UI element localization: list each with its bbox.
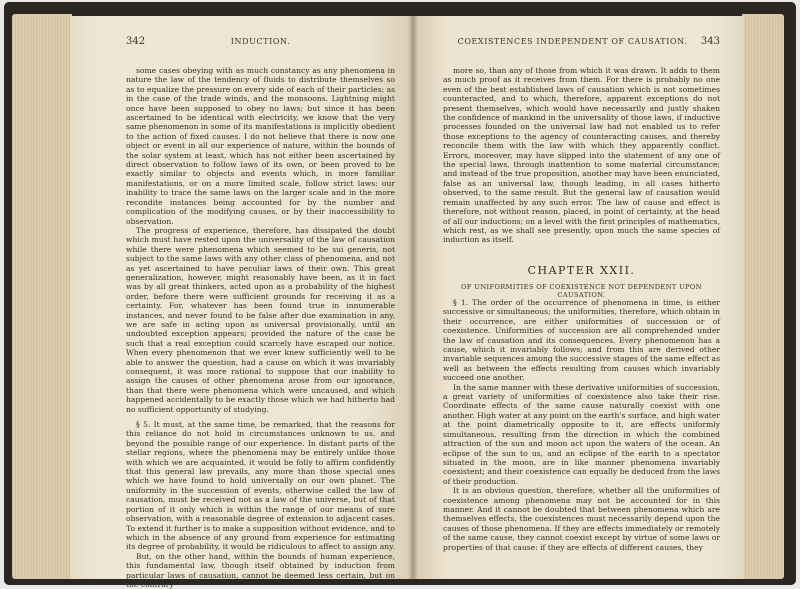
right-page-text-bottom	[443, 298, 720, 552]
page-edges-right	[742, 14, 784, 579]
page-edges-left	[12, 14, 72, 579]
left-page-header	[126, 36, 395, 50]
paragraph: some cases obeying with as much constancy as any phenomena in nature the law of the tendency of fluids to distribute themselves so as to equalize the pressure on every side of each of their particles; as in the case of the trade winds, and the monsoons. Lightning might once have been supposed to obey no laws; but since it has been ascertained to be identical with electricity, we know that the very same phenomenon in some of its manifestations is implicitly obedient to the action of fixed causes. I do not believe that there is now one object or event in all our experience of nature, within the bounds of the solar system at least, which has not either been ascertained by direct observation to follow laws of its own, or been proved to be exactly similar to objects and events which, in more familiar manifestations, or on a more limited scale, follow strict laws: our inability to trace the same laws on the larger scale and in the more recondite instances being accounted for by the number and complication of the modifying causes, or by their inaccessibility to observation.	[126, 66, 395, 226]
paragraph: It is an obvious question, therefore, whether all the uniformities of coexistence among phenomena may not be accounted for in this manner. And it cannot be doubted that between phenomena which are themselves effects, the coexistences must necessarily depend upon the causes of those phenomena. If they are effects immediately or remotely of the same cause, they cannot coexist except by virtue of some laws or properties of that cause: if they are effects of different causes, they	[443, 486, 720, 552]
book-gutter	[408, 16, 418, 579]
chapter-title: CHAPTER XXII.	[527, 264, 636, 277]
paragraph: § 5. It must, at the same time, be remarked, that the reasons for this reliance do not hold in circumstances unknown to us, and beyond the possible range of our experience. In distant parts of the stellar regions, where the phenomena may be entirely unlike those with which we are acquainted, it would be folly to affirm confidently that this general law prevails, any more than those special ones which we have found to hold universally on our own planet. The uniformity in the succession of events, otherwise called the law of causation, must be received not as a law of the universe, but of that portion of it only which is within the range of our means of sure observation, with a reasonable degree of extension to adjacent cases. To extend it further is to make a supposition without evidence, and to which in the absence of any ground from experience for estimating its degree of probability, it would be ridiculous to affect to assign any.	[126, 420, 395, 552]
left-running-head: INDUCTION.	[230, 37, 291, 46]
chapter-heading	[443, 264, 720, 299]
left-page	[70, 16, 413, 589]
paragraph: But, on the other hand, within the bounds of human experience, this fundamental law, though itself obtained by induction from particular laws of causation, cannot be deemed less certain, but on the contrary	[126, 551, 395, 589]
paragraph: In the same manner with these derivative uniformities of succession, a great variety of uniformities of coexistence also take their rise. Coordinate effects of the same cause naturally coexist with one another. High water at any point on the earth's surface, and high water at the point diametrically opposite to it, are effects uniformly simultaneous, resulting from the direction in which the combined attraction of the sun and moon act upon the waters of the ocean. An eclipse of the sun to us, and an eclipse of the earth to a spectator situated in the moon, are in like manner phenomena invariably coexistent; and their coexistence can equally be deduced from the laws of their production.	[443, 382, 720, 486]
right-page	[413, 16, 744, 579]
paragraph: The progress of experience, therefore, has dissipated the doubt which must have rested upon the universality of the law of causation while there were phenomena which seemed to be sui generis, not subject to the same laws with any other class of phenomena, and not as yet ascertained to have peculiar laws of their own. This great generalization, however, might reasonably have been, as it in fact was by all great thinkers, acted upon as a probability of the highest order, before there were sufficient grounds for receiving it as a certainty. For, whatever has been found true in innumerable instances, and never found to be false after due examination in any, we are safe in acting upon as universal provisionally, until an undoubted exception appears; provided the nature of the case be such that a real exception could scarcely have escaped our notice. When every phenomenon that we ever knew sufficiently well to be able to answer the question, had a cause on which it was invariably consequent, it was more rational to suppose that our inability to assign the causes of other phenomena arose from our ignorance, than that there were phenomena which were uncaused, and which happened accidentally to be exactly those which we had hitherto had no sufficient opportunity of studying.	[126, 225, 395, 414]
paragraph: § 1. The order of the occurrence of phenomena in time, is either successive or simultaneous; the uniformities, therefore, which obtain in their occurrence, are either uniformities of succession or of coexistence. Uniformities of succession are all comprehended under the law of causation and its consequences. Every phenomenon has a cause, which it invariably follows; and from this are derived other invariable sequences among the successive stages of the same effect as well as between the effects resulting from causes which invariably succeed one another.	[443, 298, 720, 383]
chapter-subtitle: OF UNIFORMITIES OF COEXISTENCE NOT DEPENDENT UPON CAUSATION.	[461, 283, 702, 299]
right-page-number: 343	[700, 36, 720, 47]
right-page-text-top	[443, 66, 720, 245]
paragraph: more so, than any of those from which it was drawn. It adds to them as much proof as it receives from them. For there is probably no one even of the best established laws of causation which is not sometimes counteracted, and to which, therefore, apparent exceptions do not present themselves, which would have necessarily and justly shaken the confidence of mankind in the universality of those laws, if inductive processes founded on the universal law had not enabled us to refer those exceptions to the agency of counteracting causes, and thereby reconcile them with the law with which they apparently conflict. Errors, moreover, may have slipped into the statement of any one of the special laws, through inattention to some material circumstance; and instead of the true proposition, another may have been enunciated, false as an universal law, though leading, in all cases hitherto observed, to the same result. But the general law of causation would remain unaffected by any such error. The law of cause and effect is therefore, not without reason, placed, in point of certainty, at the head of all our inductions; on a level with the first principles of mathematics, which rest, as we shall see presently, upon much the same species of induction as itself.	[443, 66, 720, 245]
right-running-head: COEXISTENCES INDEPENDENT OF CAUSATION.	[457, 37, 688, 46]
right-page-header	[443, 36, 720, 50]
left-page-text	[126, 66, 395, 589]
left-page-number: 342	[126, 36, 146, 47]
